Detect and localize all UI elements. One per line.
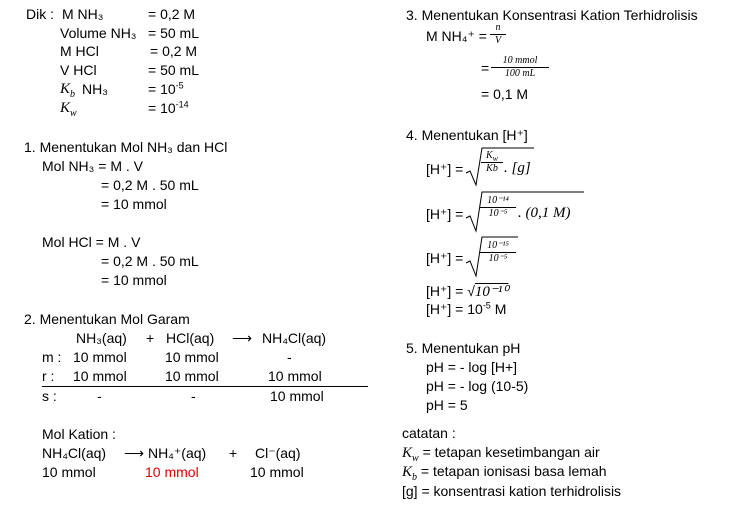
cell: 10 mmol [73,349,127,365]
row-label: s : [42,388,57,404]
plus-sign: + [146,330,155,346]
cell: 10 mmol [165,368,219,384]
radicand-rest: . [g] [504,160,531,176]
equals: = [481,60,490,76]
dik-label: Dik : [26,6,54,22]
cell: - [191,388,196,404]
given-value: = 0,2 M [150,43,198,59]
product: NH₄Cl(aq) [262,330,327,346]
fraction-mmol-over-ml: 10 mmol 100 mL [491,55,549,80]
row-label: m : [42,349,62,365]
given-name: M HCl [60,43,99,59]
cation-mol-highlight: 10 mmol [145,464,199,480]
fraction-kw-over-kb: $K_w$ Kb [481,150,503,175]
step-title: 5. Menentukan pH [406,340,521,356]
note-g: [g] = konsentrasi kation terhidrolisis [402,483,622,499]
fraction: 10⁻¹⁴ 10⁻⁵ [480,195,516,220]
step-title: 4. Menentukan [H⁺] [406,127,528,143]
reactant: NH₃(aq) [76,330,127,346]
reactant: HCl(aq) [166,330,215,346]
cell: 10 mmol [250,464,304,480]
calc-line: = 0,2 M . 50 mL [101,177,199,193]
calc-line: Mol HCl = M . V [42,234,141,250]
ph-line: pH = - log [H+] [426,359,518,375]
anion: Cl⁻(aq) [255,445,301,461]
fraction: 10⁻¹⁵ 10⁻⁵ [480,240,516,265]
plus-sign: + [229,445,238,461]
cell: 10 mmol [268,368,322,384]
kb-symbol: $K_b$ [60,81,76,100]
ph-line: pH = 5 [426,397,468,413]
calc-line: = 10 mmol [101,272,167,288]
calc-line: Mol NH₃ = M . V [42,158,143,174]
lhs: M NH₄⁺ = [426,28,487,44]
calc-line: = 0,2 M . 50 mL [101,253,199,269]
given-name: Volume NH₃ [60,25,137,41]
cell: 10 mmol [73,368,127,384]
kation-title: Mol Kation : [42,426,116,442]
given-name: V HCl [60,62,97,78]
h-result: $[H^+] = 10^{-5}$ M [426,300,507,317]
note-kw: $K_w$ = tetapan kesetimbangan air [402,444,600,464]
given-value: = 50 mL [148,25,199,41]
sqrt-line: [H⁺] = √10⁻¹⁰ [426,283,509,300]
cell: - [287,349,292,365]
ph-line: pH = - log (10-5) [426,378,529,394]
given-name: NH₃ [82,81,108,97]
table-divider [42,386,368,387]
given-value: = 0,2 M [148,6,196,22]
cation: ⟶ NH₄⁺(aq) [124,445,207,461]
cell: 10 mmol [165,349,219,365]
cell: 10 mmol [270,388,324,404]
given-value: = $10^{-5}$ [148,80,184,97]
step-title: 2. Menentukan Mol Garam [24,311,190,327]
lhs: [H⁺] = [426,206,464,222]
note-kb: $K_b$ = tetapan ionisasi basa lemah [402,463,607,483]
calc-line: = 10 mmol [101,196,167,212]
step-title: 1. Menentukan Mol NH₃ dan HCl [24,139,228,155]
cell: - [97,388,102,404]
salt: NH₄Cl(aq) [42,445,107,461]
given-value: = 50 mL [148,62,199,78]
given-value: = $10^{-14}$ [148,99,189,116]
cell: 10 mmol [42,464,96,480]
row-label: r : [42,368,55,384]
notes-title: catatan : [402,425,456,441]
kw-symbol: $K_w$ [60,100,77,119]
lhs: [H⁺] = [426,250,464,266]
given-name: M NH₃ [62,6,104,22]
radicand-rest: . (0,1 M) [518,205,571,221]
fraction-n-over-v: n V [490,22,506,47]
arrow: ⟶ [232,330,253,346]
lhs: [H⁺] = [426,161,464,177]
result: = 0,1 M [481,86,529,102]
step-title: 3. Menentukan Konsentrasi Kation Terhidrolisis [406,7,698,23]
